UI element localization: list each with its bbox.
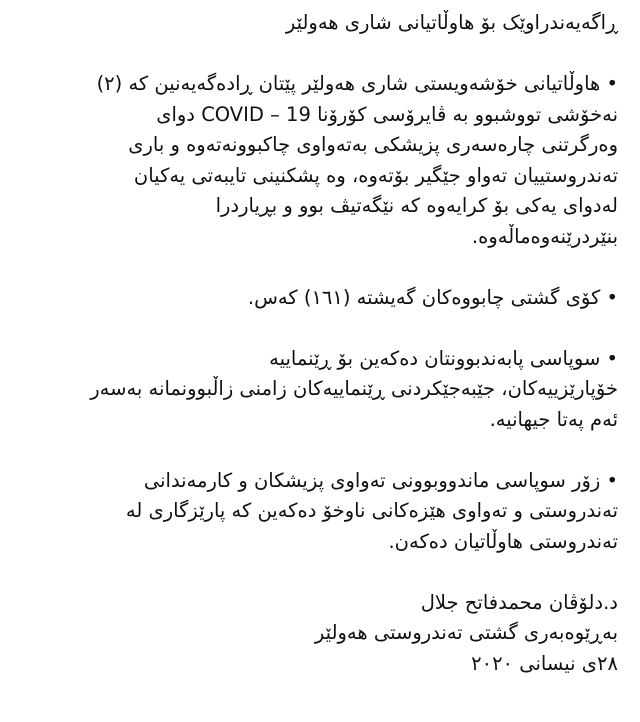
paragraph-thanks-staff xyxy=(14,466,618,558)
signature-position: بەڕێوەبەری گشتی تەندروستی هەولێر xyxy=(314,621,618,644)
paragraph-recovered-patients xyxy=(14,69,618,252)
signature-name: د.دلۆڤان محمدفاتح جلال xyxy=(420,590,618,614)
paragraph-line: وەرگرتنی چارەسەری پزیشکی بەتەواوی چاکبوونەتەوە و باری xyxy=(128,133,618,156)
paragraph-line: • هاوڵاتیانی خۆشەویستی شاری هەولێر پێتان ڕادەگەیەنین کە (٢) xyxy=(96,72,618,95)
paragraph-line: تەندروستی هاوڵاتیان دەکەن. xyxy=(388,529,618,553)
paragraph-line: • کۆی گشتی چابووەکان گەیشتە (١٦١) کەس. xyxy=(247,285,618,309)
paragraph-line: ئەم پەتا جیهانیە. xyxy=(489,407,618,431)
paragraph-line: تەندروستی و تەواوی هێزەکانی ناوخۆ دەکەین کە پارێزگاری لە xyxy=(125,499,618,522)
paragraph-line: نەخۆشی تووشبوو بە ڤایرۆسی کۆرۆنا COVID – 19 دوای xyxy=(156,102,618,126)
paragraph-line: لەدوای یەکی بۆ کرایەوە کە نێگەتیڤ بوو و بڕیاردرا xyxy=(215,194,618,217)
document-title: ڕاگەیەندراوێک بۆ هاوڵاتیانی شاری هەولێر xyxy=(285,11,618,34)
paragraph-line: خۆپارێزییەکان، جێبەجێکردنی ڕێنماییەکان زامنی زاڵبوونمانە بەسەر xyxy=(90,377,618,400)
paragraph-line: • زۆر سوپاسی ماندووبوونی تەواوی پزیشکان و کارمەندانی xyxy=(143,468,618,492)
paragraph-spacer xyxy=(14,557,618,588)
signature-block xyxy=(14,588,618,680)
paragraph-total-recovered xyxy=(14,283,618,314)
paragraph-line: • سوپاسی پابەندبوونتان دەکەین بۆ ڕێنماییە xyxy=(269,346,618,370)
signature-date: ٢٨ی نیسانی ٢٠٢٠ xyxy=(471,651,618,675)
paragraph-spacer xyxy=(14,435,618,466)
paragraph-line: تەندروستییان تەواو جێگیر بۆتەوە، وە پشکنینی تایبەتی یەکیان xyxy=(133,163,618,187)
paragraph-line: بنێردرێنەوەماڵەوە. xyxy=(471,224,618,248)
paragraph-spacer xyxy=(14,252,618,283)
paragraph-spacer xyxy=(14,39,618,70)
paragraph-spacer xyxy=(14,313,618,344)
paragraph-thanks-commitment xyxy=(14,344,618,436)
